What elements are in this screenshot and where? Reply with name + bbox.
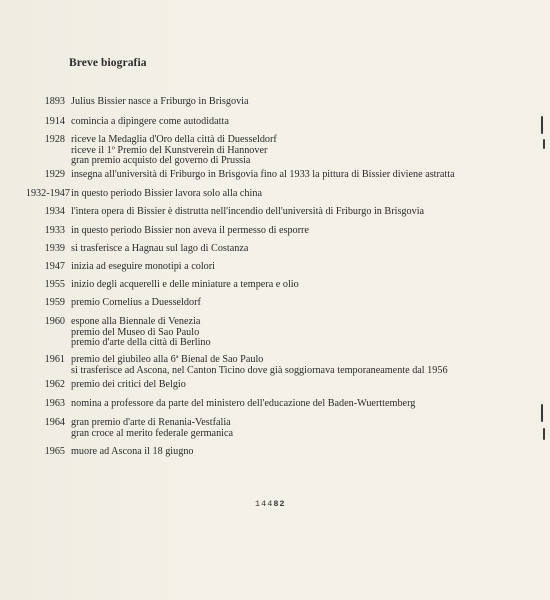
entry-year: 1961 [44,354,65,365]
entry-line: comincia a dipingere come autodidatta [71,116,229,127]
page-title: Breve biografia [69,57,147,69]
entry-line: premio dei critici del Belgio [71,379,186,390]
entry-text [71,355,531,376]
entry-line: gran premio acquisto del governo di Prussia [71,155,251,166]
entry-text [71,135,531,167]
entry-line: espone alla Biennale di Venezia [71,316,201,327]
stamp-prefix: 144 [255,499,274,509]
entry-year: 1893 [44,96,65,107]
entry-line: inizia ad eseguire monotipi a colori [71,261,215,272]
entry-text [71,170,531,181]
entry-text [71,262,531,273]
entry-text [71,418,531,439]
entry-line: gran croce al merito federale germanica [71,427,234,439]
entry-line: premio d'arte della città di Berlino [71,337,211,348]
stamp-suffix: 82 [273,499,286,509]
entry-line: nomina a professore da parte del ministero dell'educazione del Baden-Wuerttemberg [71,398,416,409]
entry-year: 1933 [44,225,65,236]
entry-year: 1955 [44,279,65,290]
entry-text [71,97,531,108]
page-stamp [255,499,286,509]
entry-text [71,189,531,200]
entry-year: 1962 [44,379,65,390]
entry-line: riceve la Medaglia d'Oro della città di Duesseldorf [71,134,277,145]
entry-line: muore ad Ascona il 18 giugno [71,446,194,457]
entry-year: 1960 [44,316,65,327]
entry-line: in questo periodo Bissier lavora solo alla china [71,188,262,199]
entry-year: 1965 [44,446,65,457]
entry-year: 1939 [44,243,65,254]
entry-text [71,207,531,218]
entry-text [71,280,531,291]
entry-line: riceve il 1º Premio del Kunstverein di Hannover [71,144,268,156]
entry-text [71,447,531,458]
margin-mark [541,404,543,422]
entry-line: insegna all'università di Friburgo in Brisgovia fino al 1933 la pittura di Bissier diviene astratta [71,169,455,180]
entry-line: premio del giubileo alla 6ª Bienal de Sao Paulo [71,354,264,365]
entry-text [71,380,531,391]
entry-line: si trasferisce ad Ascona, nel Canton Ticino dove già soggiornava temporaneamente dal 1956 [71,364,448,376]
entry-line: gran premio d'arte di Renania-Vestfalia [71,417,231,428]
entry-year: 1959 [44,297,65,308]
entry-year: 1964 [44,417,65,428]
margin-mark [543,428,545,440]
entry-text [71,317,531,349]
entry-year: 1928 [44,134,65,145]
entry-line: inizio degli acquerelli e delle miniature a tempera e olio [71,279,299,290]
entry-year: 1934 [44,206,65,217]
entry-line: in questo periodo Bissier non aveva il permesso di esporre [71,225,309,236]
entry-line: Julius Bissier nasce a Friburgo in Brisgovia [71,96,249,107]
entry-text [71,298,531,309]
entry-year: 1914 [44,116,65,127]
entry-text [71,226,531,237]
entry-text [71,244,531,255]
entry-line: l'intera opera di Bissier è distrutta nell'incendio dell'università di Friburgo in Brisgovia [71,206,425,217]
entry-line: si trasferisce a Hagnau sul lago di Costanza [71,243,249,254]
margin-mark [541,116,543,134]
entry-line: premio Cornelius a Duesseldorf [71,297,201,308]
entry-line: premio del Museo di Sao Paulo [71,326,200,338]
entry-year: 1929 [44,169,65,180]
margin-mark [543,139,545,149]
entry-text [71,117,531,128]
entry-text [71,399,531,410]
entry-year: 1963 [44,398,65,409]
entry-year: 1932-1947 [25,188,70,199]
entry-year: 1947 [44,261,65,272]
